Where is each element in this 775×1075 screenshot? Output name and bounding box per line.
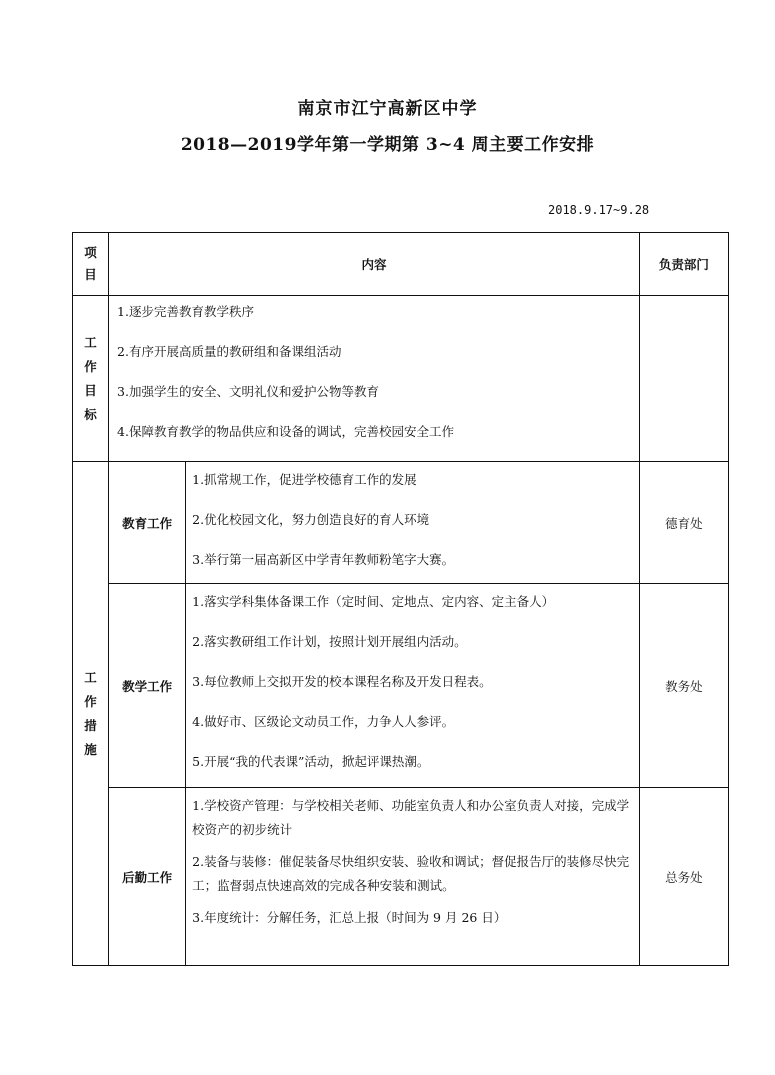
section-name: 后勤工作 <box>109 788 186 966</box>
section-department: 德育处 <box>639 462 728 584</box>
school-title: 南京市江宁高新区中学 <box>297 99 478 119</box>
header-item: 项 目 <box>73 233 109 296</box>
header-department: 负责部门 <box>639 233 728 296</box>
section-row-logistics <box>73 788 729 966</box>
table-header-row <box>73 233 729 296</box>
list-item: 1.学校资产管理：与学校相关老师、功能室负责人和办公室负责人对接，完成学校资产的初步统计 <box>192 798 630 837</box>
list-item: 2.落实教研组工作计划，按照计划开展组内活动。 <box>192 634 467 649</box>
section-content <box>186 584 640 788</box>
list-item: 3.每位教师上交拟开发的校本课程名称及开发日程表。 <box>192 674 492 689</box>
section-content <box>186 462 640 584</box>
section-row-moral <box>73 462 729 584</box>
list-item: 1.逐步完善教育教学秩序 <box>117 304 254 319</box>
list-item: 2.优化校园文化，努力创造良好的育人环境 <box>192 512 430 527</box>
header-content: 内容 <box>109 233 640 296</box>
section-name: 教育工作 <box>109 462 186 584</box>
list-item: 2.有序开展高质量的教研组和备课组活动 <box>117 344 342 359</box>
document-subtitle: 2018—2019学年第一学期第 3~4 周主要工作安排 <box>180 135 595 155</box>
section-department: 总务处 <box>639 788 728 966</box>
list-item: 1.落实学科集体备课工作（定时间、定地点、定内容、定主备人） <box>192 594 555 609</box>
work-schedule-table <box>72 232 729 966</box>
list-item: 4.做好市、区级论文动员工作，力争人人参评。 <box>192 714 455 729</box>
section-name: 教学工作 <box>109 584 186 788</box>
section-content <box>186 788 640 966</box>
list-item: 5.开展“我的代表课”活动，掀起评课热潮。 <box>192 754 430 769</box>
goals-department <box>639 296 728 462</box>
list-item: 3.年度统计：分解任务，汇总上报（时间为 9 月 26 日） <box>192 910 507 925</box>
goals-row <box>73 296 729 462</box>
list-item: 1.抓常规工作，促进学校德育工作的发展 <box>192 472 417 487</box>
list-item: 4.保障教育教学的物品供应和设备的调试，完善校园安全工作 <box>117 424 454 439</box>
measures-label: 工 作 措 施 <box>73 462 109 966</box>
list-item: 3.加强学生的安全、文明礼仪和爱护公物等教育 <box>117 384 379 399</box>
date-range: 2018.9.17~9.28 <box>548 203 650 217</box>
goals-label: 工 作 目 标 <box>73 296 109 462</box>
section-row-teaching <box>73 584 729 788</box>
section-department: 教务处 <box>639 584 728 788</box>
list-item: 3.举行第一届高新区中学青年教师粉笔字大赛。 <box>192 552 455 567</box>
goals-content <box>109 296 640 462</box>
list-item: 2.装备与装修：催促装备尽快组织安装、验收和调试；督促报告厅的装修尽快完工；监督弱点快速高效的完成各种安装和测试。 <box>192 854 630 893</box>
